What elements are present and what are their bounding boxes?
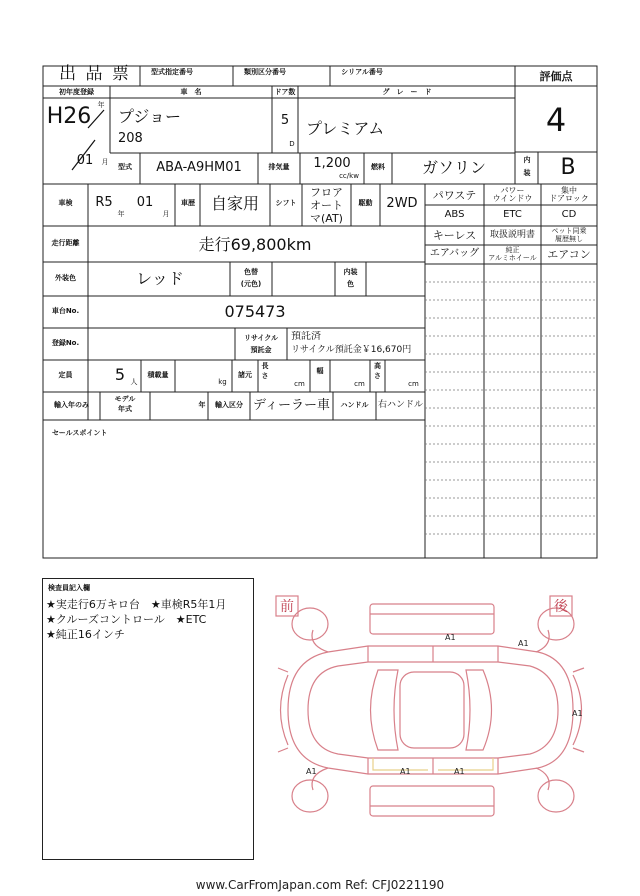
equip-aircon: エアコン [547,247,591,261]
inspector-line-3: ★純正16インチ [46,627,125,641]
import-year-unit: 年 [198,401,206,410]
drive-label: 駆動 [358,199,373,208]
class-label: 類別区分番号 [244,68,286,77]
equip-power-steering: パワステ [432,188,477,202]
load-unit: kg [218,378,227,387]
fuel-value: ガソリン [421,157,486,177]
grade-label: グ レ ー ド [382,87,432,96]
handle-label: ハンドル [340,401,369,410]
length-label-2: さ [261,372,269,381]
registration-label: 登録No. [51,339,80,348]
damage-mark: A1 [445,633,456,642]
shift-line3: マ(AT) [310,212,343,225]
inspector-line-2: ★クルーズコントロール ★ETC [46,612,207,626]
shift-line2: オート [310,199,343,212]
car-name-label: 車 名 [180,87,202,96]
import-year-label: 輸入年のみ [54,401,89,410]
door-label: ドア数 [274,87,296,96]
mileage-label: 走行距離 [51,239,80,248]
equip-cd: CD [561,209,577,221]
equip-pet-free: ペット同乗 履歴無し [551,227,587,243]
length-unit: cm [294,380,305,389]
interior-value: B [560,155,576,181]
int-color-label-2: 色 [347,279,354,288]
sales-point-label: セールスポイント [52,429,108,438]
score-value: 4 [545,101,567,140]
front-label: 前 [280,599,294,615]
equip-central-lock: 集中 ドアロック [549,185,589,203]
first-reg-label: 初年度登録 [59,87,94,96]
grade-value: プレミアム [306,118,385,138]
interior-label-b: 装 [523,169,531,178]
height-unit: cm [408,380,419,389]
inspection-era: R5 [95,195,113,211]
equip-manual: 取扱説明書 [489,229,535,240]
sheet-title: 出 品 票 [59,64,131,85]
first-reg-year: H26 [46,104,92,130]
chassis-value: 075473 [224,301,286,321]
import-type-label: 輸入区分 [215,401,243,410]
equip-etc: ETC [503,209,522,221]
inspection-year-unit: 年 [117,210,125,219]
damage-mark: A1 [572,709,583,718]
capacity-unit: 人 [130,378,138,387]
load-label: 積載量 [147,371,169,380]
displacement-value: 1,200 [313,156,351,172]
recycle-label-1: リサイクル [243,333,279,342]
footer-ref: www.CarFromJapan.com Ref: CFJ0221190 [195,877,445,892]
dims-label: 諸元 [238,371,252,380]
fuel-label: 燃料 [371,163,385,172]
model-value: ABA-A9HM01 [156,160,242,176]
score-label: 評価点 [539,70,573,84]
equip-airbag: エアバッグ [429,248,480,260]
first-reg-month: 01 [76,153,94,169]
first-reg-year-unit: 年 [97,101,105,110]
damage-mark: A1 [518,639,529,648]
car-damage-diagram [268,590,598,830]
equip-alloy-wheel: 純正 アルミホイール [488,246,537,262]
capacity-value: 5 [114,364,126,384]
color-change-label-2: (元色) [240,279,262,288]
displacement-label: 排気量 [268,163,290,172]
usage-value: 自家用 [210,193,259,213]
model-year-label-1: モデル [114,395,136,404]
height-label-2: さ [374,372,381,381]
height-label-1: 高 [374,362,381,371]
usage-label: 車歴 [181,199,195,208]
damage-mark: A1 [400,767,411,776]
inspector-label: 検査員記入欄 [48,583,90,592]
damage-mark: A1 [306,767,317,776]
recycle-label-2: 預託金 [250,345,272,354]
color-value: レッド [136,268,184,288]
equip-abs: ABS [444,209,465,221]
doors-unit: D [289,140,295,149]
chassis-label: 車台No. [51,307,80,316]
interior-label-a: 内 [523,156,531,165]
color-label: 外装色 [55,274,76,283]
length-label-1: 長 [261,362,269,371]
serial-label: シリアル番号 [341,68,383,77]
width-unit: cm [354,380,365,389]
inspection-month-unit: 月 [162,210,170,219]
width-label: 幅 [316,367,324,376]
model-label: 型式 [118,163,132,172]
equip-power-window: パワー ウインドウ [492,185,533,203]
inspector-line-1: ★実走行6万キロ台 ★車検R5年1月 [46,597,227,611]
car-name-line2: 208 [118,131,143,147]
inspection-month: 01 [136,195,154,211]
type-cert-label: 型式指定番号 [151,68,193,77]
inspection-label: 車検 [58,199,73,208]
shift-line1: フロア [310,186,343,199]
mileage-value: 走行69,800km [198,234,312,254]
first-reg-month-unit: 月 [101,158,109,167]
equip-keyless: キーレス [432,228,477,242]
doors-value: 5 [280,113,290,129]
color-change-label-1: 色替 [244,267,258,276]
import-type-value: ディーラー車 [253,398,330,414]
recycle-value-1: 預託済 [291,331,321,343]
displacement-unit: cc/kw [339,172,359,181]
model-year-label-2: 年式 [118,405,132,414]
drive-value: 2WD [386,196,418,212]
damage-mark: A1 [454,767,465,776]
capacity-label: 定員 [58,371,73,380]
shift-label: シフト [275,199,297,208]
car-name-line1: プジョー [118,107,182,126]
rear-label: 後 [554,599,568,615]
recycle-value-2: リサイクル預託金￥16,670円 [291,344,412,355]
int-color-label-1: 内装 [343,267,358,276]
handle-value: 右ハンドル [377,400,423,411]
